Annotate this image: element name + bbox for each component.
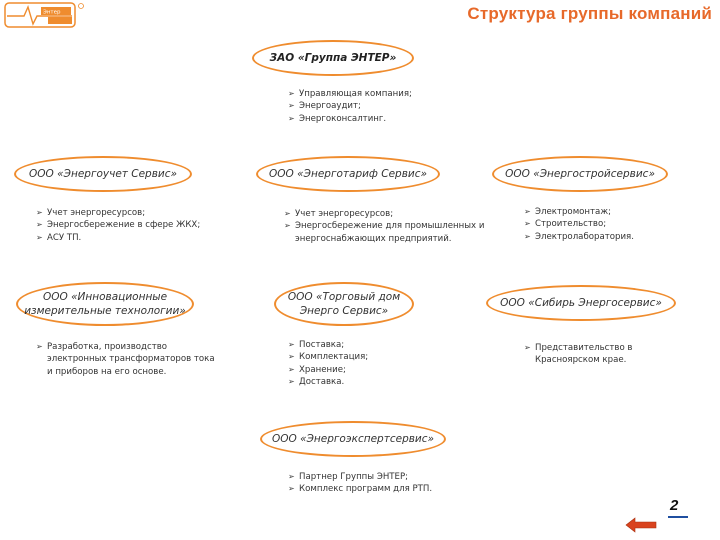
logo-text: Энтер [43, 9, 61, 16]
list-item: ➢ Представительство в Красноярском крае. [524, 342, 669, 367]
node-label: ООО «Энерготариф Сервис» [269, 167, 427, 180]
innovative-functions [36, 341, 221, 378]
company-logo [4, 2, 86, 28]
node-label: ООО «Энергоучет Сервис» [29, 167, 177, 180]
list-item: ➢ Строительство; [524, 218, 694, 230]
list-item: ➢ Энергосбережение в сфере ЖКХ; [36, 219, 246, 231]
list-item: ➢ Комплекс программ для РТП. [288, 483, 508, 495]
list-item: ➢ Учет энергоресурсов; [284, 208, 489, 220]
node-energostroyservis [492, 156, 668, 192]
list-item: ➢ Управляющая компания; [288, 88, 488, 100]
list-item: ➢ Энергоконсалтинг. [288, 113, 488, 125]
list-item: ➢ Энергоаудит; [288, 100, 488, 112]
node-label: ООО «Торговый дом Энерго Сервис» [287, 290, 401, 317]
sibir-functions [524, 342, 669, 367]
node-label: ООО «Сибирь Энергосервис» [500, 296, 662, 309]
main-company-functions [288, 88, 488, 125]
list-item: ➢ Хранение; [288, 364, 438, 376]
list-item: ➢ Комплектация; [288, 351, 438, 363]
list-item: ➢ Разработка, производство электронных трансформаторов тока и приборов на его основе. [36, 341, 221, 378]
node-label: ООО «Энергоэкспертсервис» [271, 432, 435, 445]
node-energotarif-service [256, 156, 440, 192]
list-item: ➢ Электролаборатория. [524, 231, 694, 243]
page-number: 2 [670, 497, 679, 514]
list-item: ➢ Партнер Группы ЭНТЕР; [288, 471, 508, 483]
list-item: ➢ Энергосбережение для промышленных и энергоснабжающих предприятий. [284, 220, 489, 245]
list-item: ➢ АСУ ТП. [36, 232, 246, 244]
node-main-company [252, 40, 414, 76]
energotarif-functions [284, 208, 489, 245]
list-item: ➢ Электромонтаж; [524, 206, 694, 218]
node-label: ООО «Инновационные измерительные технологии» [24, 290, 186, 317]
node-energouchet-service [14, 156, 192, 192]
node-main-label: ЗАО «Группа ЭНТЕР» [269, 51, 397, 64]
node-label: ООО «Энергостройсервис» [505, 167, 655, 180]
node-energoexpertservis [260, 421, 446, 457]
list-item: ➢ Доставка. [288, 376, 438, 388]
list-item: ➢ Поставка; [288, 339, 438, 351]
page-title: Структура группы компаний [467, 4, 712, 23]
list-item: ➢ Учет энергоресурсов; [36, 207, 246, 219]
page-number-underline [668, 516, 688, 518]
energostroy-functions [524, 206, 694, 243]
node-sibir-energoservis [486, 285, 676, 321]
node-innovative-measuring [16, 282, 194, 326]
trading-house-functions [288, 339, 438, 389]
energouchet-functions [36, 207, 246, 244]
energoexpert-functions [288, 471, 508, 496]
node-trading-house [274, 282, 414, 326]
back-arrow-icon[interactable] [624, 517, 658, 533]
